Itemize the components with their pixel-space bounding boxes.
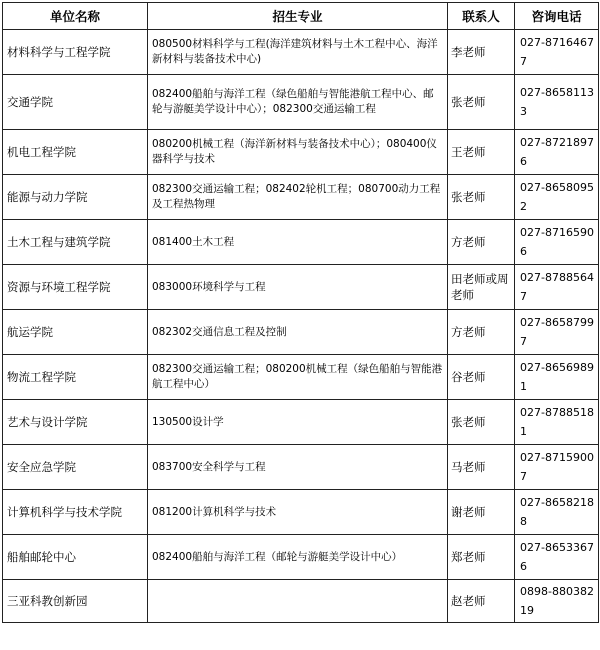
major-cell: 083700安全科学与工程 <box>148 445 448 490</box>
header-contact: 联系人 <box>448 3 515 30</box>
table-row <box>3 535 599 580</box>
phone-cell: 027-86569891 <box>515 355 599 400</box>
table-row <box>3 400 599 445</box>
unit-cell: 艺术与设计学院 <box>3 400 148 445</box>
phone-cell: 027-86533676 <box>515 535 599 580</box>
header-phone: 咨询电话 <box>515 3 599 30</box>
contact-cell: 田老师或周老师 <box>448 265 515 310</box>
major-cell: 082400船舶与海洋工程（绿色船舶与智能港航工程中心、邮轮与游艇美学设计中心）；082300交通运输工程 <box>148 75 448 130</box>
unit-cell: 物流工程学院 <box>3 355 148 400</box>
major-cell: 082300交通运输工程；082402轮机工程；080700动力工程及工程热物理 <box>148 175 448 220</box>
major-cell: 080500材料科学与工程(海洋建筑材料与土木工程中心、海洋新材料与装备技术中心) <box>148 30 448 75</box>
header-row <box>3 3 599 30</box>
major-cell: 083000环境科学与工程 <box>148 265 448 310</box>
table-row <box>3 30 599 75</box>
unit-cell: 机电工程学院 <box>3 130 148 175</box>
table-row <box>3 310 599 355</box>
table-row <box>3 355 599 400</box>
unit-cell: 资源与环境工程学院 <box>3 265 148 310</box>
major-cell: 082300交通运输工程；080200机械工程（绿色船舶与智能港航工程中心） <box>148 355 448 400</box>
unit-cell: 计算机科学与技术学院 <box>3 490 148 535</box>
table-row <box>3 265 599 310</box>
major-cell: 081200计算机科学与技术 <box>148 490 448 535</box>
header-unit: 单位名称 <box>3 3 148 30</box>
phone-cell: 027-86587997 <box>515 310 599 355</box>
phone-cell: 027-86582188 <box>515 490 599 535</box>
unit-cell: 材料科学与工程学院 <box>3 30 148 75</box>
table-row <box>3 75 599 130</box>
unit-cell: 航运学院 <box>3 310 148 355</box>
unit-cell: 土木工程与建筑学院 <box>3 220 148 265</box>
phone-cell: 027-87885647 <box>515 265 599 310</box>
table-row <box>3 580 599 623</box>
table-row <box>3 490 599 535</box>
contact-cell: 张老师 <box>448 400 515 445</box>
table-row <box>3 445 599 490</box>
major-cell <box>148 580 448 623</box>
table-row <box>3 130 599 175</box>
contact-cell: 赵老师 <box>448 580 515 623</box>
unit-cell: 能源与动力学院 <box>3 175 148 220</box>
unit-cell: 交通学院 <box>3 75 148 130</box>
contact-cell: 王老师 <box>448 130 515 175</box>
phone-cell: 027-86580952 <box>515 175 599 220</box>
phone-cell: 027-87164677 <box>515 30 599 75</box>
header-major: 招生专业 <box>148 3 448 30</box>
major-cell: 081400土木工程 <box>148 220 448 265</box>
unit-cell: 三亚科教创新园 <box>3 580 148 623</box>
phone-cell: 0898-88038219 <box>515 580 599 623</box>
unit-cell: 船舶邮轮中心 <box>3 535 148 580</box>
phone-cell: 027-86581133 <box>515 75 599 130</box>
contact-cell: 张老师 <box>448 75 515 130</box>
contact-cell: 李老师 <box>448 30 515 75</box>
contact-cell: 方老师 <box>448 220 515 265</box>
enrollment-contact-table <box>2 2 599 623</box>
contact-cell: 谢老师 <box>448 490 515 535</box>
table-row <box>3 175 599 220</box>
table-row <box>3 220 599 265</box>
major-cell: 080200机械工程（海洋新材料与装备技术中心）；080400仪器科学与技术 <box>148 130 448 175</box>
major-cell: 082400船舶与海洋工程（邮轮与游艇美学设计中心） <box>148 535 448 580</box>
contact-cell: 谷老师 <box>448 355 515 400</box>
phone-cell: 027-87159007 <box>515 445 599 490</box>
contact-cell: 方老师 <box>448 310 515 355</box>
phone-cell: 027-87165906 <box>515 220 599 265</box>
phone-cell: 027-87885181 <box>515 400 599 445</box>
major-cell: 130500设计学 <box>148 400 448 445</box>
contact-cell: 郑老师 <box>448 535 515 580</box>
major-cell: 082302交通信息工程及控制 <box>148 310 448 355</box>
contact-cell: 马老师 <box>448 445 515 490</box>
phone-cell: 027-87218976 <box>515 130 599 175</box>
contact-cell: 张老师 <box>448 175 515 220</box>
unit-cell: 安全应急学院 <box>3 445 148 490</box>
